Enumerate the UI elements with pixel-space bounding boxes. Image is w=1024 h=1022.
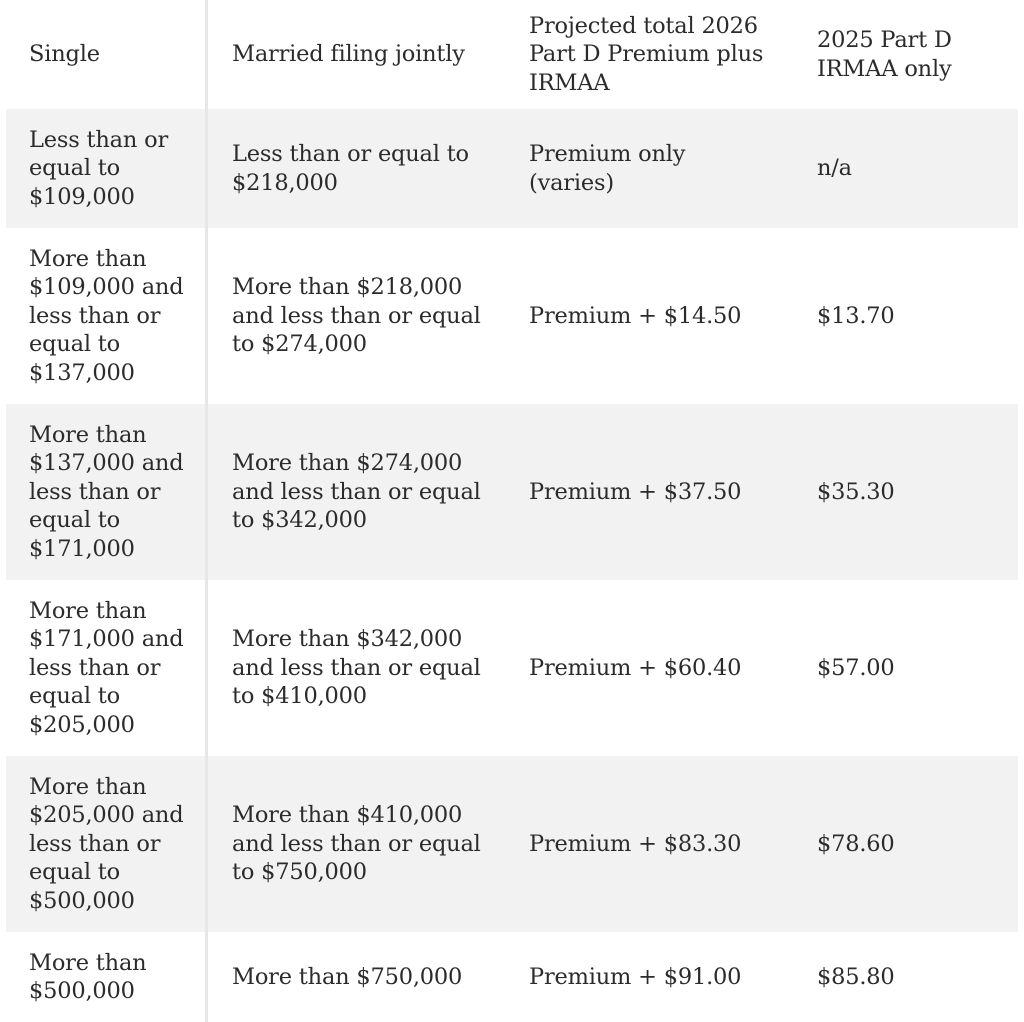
irmaa-only-text: $13.70	[817, 302, 895, 329]
single-income-text: More than $171,000 and less than or equal to $205,000	[29, 597, 184, 738]
header-single-label: Single	[29, 41, 100, 68]
table-row	[6, 756, 1018, 932]
irmaa-only-cell	[817, 580, 1012, 756]
single-income-cell	[29, 109, 189, 228]
single-income-text: More than $500,000	[29, 949, 147, 1004]
irmaa-only-text: n/a	[817, 155, 852, 182]
single-income-cell	[29, 404, 189, 580]
header-single	[29, 0, 189, 109]
projected-premium-cell	[529, 228, 794, 404]
joint-income-text: More than $410,000 and less than or equal to $750,000	[232, 802, 481, 886]
projected-premium-text: Premium + $83.30	[529, 830, 742, 857]
projected-premium-cell	[529, 109, 794, 228]
table-row	[6, 228, 1018, 404]
single-income-cell	[29, 228, 189, 404]
single-income-text: More than $137,000 and less than or equal to $171,000	[29, 421, 184, 562]
header-mfj-label: Married filing jointly	[232, 41, 465, 68]
irmaa-only-cell	[817, 404, 1012, 580]
joint-income-cell	[232, 109, 502, 228]
projected-premium-text: Premium + $60.40	[529, 654, 742, 681]
irmaa-only-text: $85.80	[817, 963, 895, 990]
joint-income-cell	[232, 932, 502, 1022]
joint-income-text: More than $218,000 and less than or equal to $274,000	[232, 274, 481, 358]
single-income-cell	[29, 932, 189, 1022]
joint-income-cell	[232, 404, 502, 580]
projected-premium-text: Premium only (varies)	[529, 141, 686, 196]
projected-premium-text: Premium + $91.00	[529, 963, 742, 990]
irmaa-only-cell	[817, 109, 1012, 228]
joint-income-cell	[232, 756, 502, 932]
irmaa-only-text: $35.30	[817, 478, 895, 505]
single-income-text: Less than or equal to $109,000	[29, 126, 168, 210]
projected-premium-cell	[529, 580, 794, 756]
joint-income-text: More than $274,000 and less than or equal to $342,000	[232, 450, 481, 534]
header-irmaa-label: 2025 Part D IRMAA only	[817, 27, 952, 82]
header-projected-label: Projected total 2026 Part D Premium plus IRMAA	[529, 12, 764, 96]
projected-premium-text: Premium + $37.50	[529, 478, 742, 505]
header-married-filing-jointly	[232, 0, 502, 109]
joint-income-text: More than $750,000	[232, 963, 463, 990]
table-row	[6, 404, 1018, 580]
projected-premium-text: Premium + $14.50	[529, 302, 742, 329]
irmaa-only-cell	[817, 932, 1012, 1022]
table-row	[6, 932, 1018, 1022]
joint-income-cell	[232, 580, 502, 756]
joint-income-text: Less than or equal to $218,000	[232, 141, 469, 196]
joint-income-text: More than $342,000 and less than or equal to $410,000	[232, 626, 481, 710]
header-projected-total-2026	[529, 0, 794, 109]
table-row	[6, 580, 1018, 756]
projected-premium-cell	[529, 932, 794, 1022]
single-income-text: More than $109,000 and less than or equal to $137,000	[29, 245, 184, 386]
header-2025-irmaa-only	[817, 0, 1012, 109]
table-header-row	[6, 0, 1018, 109]
single-income-text: More than $205,000 and less than or equal to $500,000	[29, 773, 184, 914]
table-row	[6, 109, 1018, 228]
irmaa-only-cell	[817, 756, 1012, 932]
projected-premium-cell	[529, 756, 794, 932]
single-income-cell	[29, 756, 189, 932]
irmaa-only-text: $57.00	[817, 654, 895, 681]
column-divider	[205, 0, 208, 1022]
projected-premium-cell	[529, 404, 794, 580]
joint-income-cell	[232, 228, 502, 404]
irmaa-only-text: $78.60	[817, 830, 895, 857]
irmaa-table	[6, 0, 1018, 1022]
single-income-cell	[29, 580, 189, 756]
irmaa-only-cell	[817, 228, 1012, 404]
